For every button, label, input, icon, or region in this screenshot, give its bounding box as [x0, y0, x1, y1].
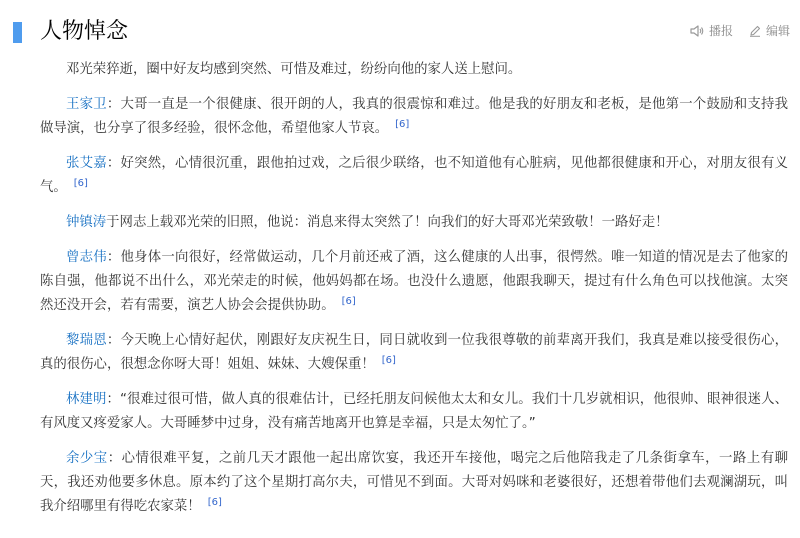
tribute-paragraph — [40, 388, 788, 436]
tribute-paragraph — [40, 447, 788, 519]
report-label: 播报 — [708, 24, 733, 38]
section-title: 人物悼念 — [40, 19, 129, 44]
speaker-link[interactable]: 林建明 — [66, 392, 107, 407]
speaker-link[interactable]: 黎瑞恩 — [66, 333, 107, 348]
citation-link[interactable]: [6] — [395, 118, 410, 130]
citation-link[interactable]: [6] — [73, 177, 88, 189]
tribute-text: ：“很难过很可惜，做人真的很难估计，已经托朋友问候他太太和女儿。我们十几岁就相识，他很帅、眼神很迷人、有风度又疼爱家人。大哥睡梦中过身，没有痛苦地离开也算是幸福，只是太匆忙了。” — [40, 392, 789, 431]
tribute-text: ：今天晚上心情好起伏，刚跟好友庆祝生日，同日就收到一位我很尊敬的前辈离开我们，我真是难以接受很伤心，真的很伤心，很想念你呀大哥！姐姐、妹妹、大嫂保重！ — [40, 333, 789, 372]
citation-link[interactable]: [6] — [381, 354, 396, 366]
tribute-paragraph — [40, 329, 788, 377]
tribute-paragraph — [40, 211, 788, 235]
tribute-text: ：好突然，心情很沉重，跟他拍过戏，之后很少联络，也不知道他有心脏病，见他都很健康和开心，对朋友很有义气。 — [40, 156, 789, 195]
header-actions — [674, 22, 790, 39]
edit-label: 编辑 — [765, 24, 790, 38]
tribute-paragraph — [40, 152, 788, 200]
citation-link[interactable]: [6] — [207, 496, 222, 508]
tribute-paragraph — [40, 93, 788, 141]
tribute-content — [40, 58, 788, 530]
intro-paragraph: 邓光荣猝逝，圈中好友均感到突然、可惜及难过，纷纷向他的家人送上慰问。 — [66, 62, 522, 77]
speaker-link[interactable]: 王家卫 — [66, 97, 107, 112]
tribute-text: ：心情很难平复，之前几天才跟他一起出席饮宴，我还开车接他，喝完之后他陪我走了几条街拿车，一路上有聊天，我还劝他要多休息。原本约了这个星期打高尔夫，可惜见不到面。大哥对妈咪和老婆很好，还想着带他们去观澜湖玩，叫我介绍哪里有得吃农家菜！ — [40, 451, 789, 514]
pencil-icon — [749, 25, 761, 37]
tribute-text: ：他身体一向很好，经常做运动，几个月前还戒了酒，这么健康的人出事，很愕然。唯一知道的情况是去了他家的陈自强，他都说不出什么，邓光荣走的时候，他妈妈都在场。也没什么遗愿，他跟我聊天，提过有什么角色可以找他演。太突然还没开会，若有需要，演艺人协会会提供协助。 — [40, 250, 789, 313]
speaker-link[interactable]: 曾志伟 — [66, 250, 107, 265]
section-header — [0, 0, 800, 60]
tribute-text: ：大哥一直是一个很健康、很开朗的人，我真的很震惊和难过。他是我的好朋友和老板，是他第一个鼓励和支持我做导演，也分享了很多经验，很怀念他，希望他家人节哀。 — [40, 97, 789, 136]
report-button[interactable] — [690, 22, 733, 39]
citation-link[interactable]: [6] — [341, 295, 356, 307]
edit-button[interactable] — [749, 22, 790, 39]
speaker-link[interactable]: 张艾嘉 — [66, 156, 107, 171]
tribute-paragraph — [40, 246, 788, 318]
tribute-text: 于网志上载邓光荣的旧照，他说：消息来得太突然了！向我们的好大哥邓光荣致敬！一路好走！ — [106, 215, 669, 230]
section-accent-bar — [13, 22, 22, 43]
speaker-link[interactable]: 余少宝 — [66, 451, 108, 466]
speaker-link[interactable]: 钟镇涛 — [66, 215, 107, 230]
speaker-icon — [690, 25, 704, 37]
